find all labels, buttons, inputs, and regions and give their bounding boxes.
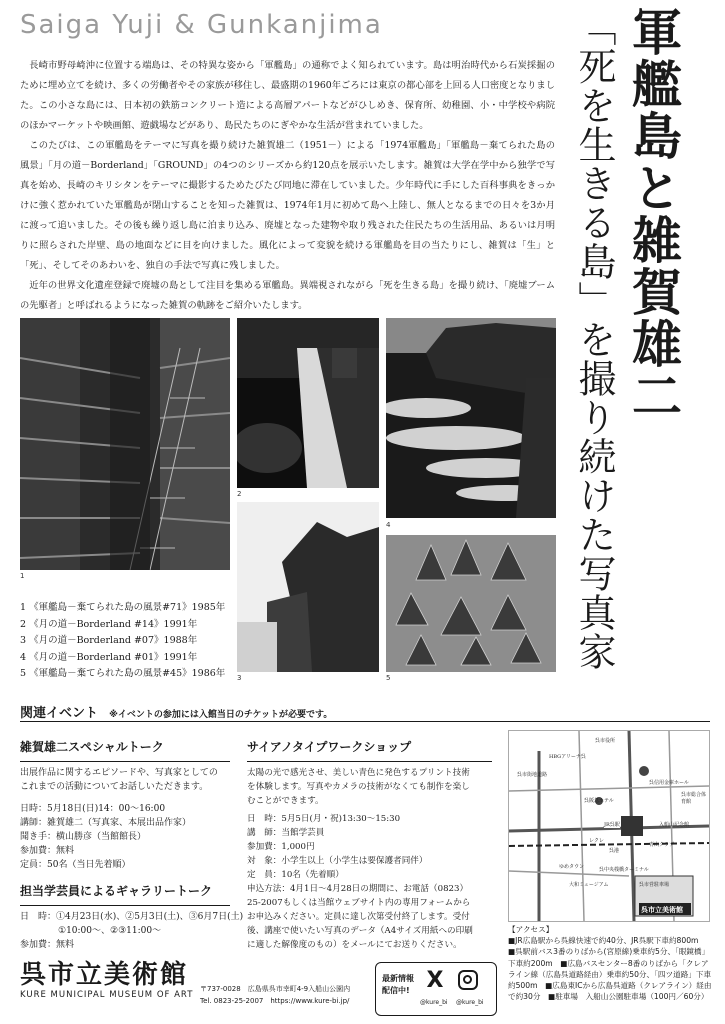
- museum-name-jp: 呉市立美術館: [20, 960, 189, 990]
- english-title: Saiga Yuji & Gunkanjima: [20, 10, 383, 40]
- caption-item: 4 《月の道－Borderland #01》1991年: [20, 651, 198, 663]
- map-label-city-hall: 呉市役所: [595, 738, 616, 744]
- x-icon[interactable]: X: [426, 968, 444, 993]
- workshop-target: 対 象：小学生以上（小学生は要保護者同伴）: [247, 856, 428, 866]
- events-heading: 関連イベント: [20, 706, 99, 721]
- subtitle-line1: 「死を生きる島」: [572, 8, 616, 320]
- divider: [20, 761, 230, 762]
- map-label-aoyama: 青山クラブ: [649, 842, 675, 848]
- access-line: ■呉駅前バス3番のりばから(宮原線)乗車約5分、「眼鏡橋」: [508, 947, 710, 957]
- access-heading: 【アクセス】: [508, 925, 554, 934]
- subtitle: [570, 8, 618, 671]
- intro-paragraph: 近年の世界文化遺産登録で廃墟の島として注目を集める軍艦島。異端視されながら「死を生きる島」を撮り続け、「廃墟ブームの先駆者」と呼ばれるようになった雑賀の軌跡をご紹介いたします。: [20, 280, 555, 311]
- map-label-station: JR呉駅: [604, 822, 620, 828]
- caption-item: 3 《月の道－Borderland #07》1988年: [20, 635, 198, 646]
- gallery-date: 日 時：①4月23日(水)、②5月3日(土)、③6月7日(土): [20, 912, 244, 922]
- workshop-fee: 参加費：1,000円: [247, 842, 315, 852]
- caption-item: 2 《月の道－Borderland #14》1991年: [20, 618, 198, 630]
- workshop-apply: 25-2007もしくは当館ウェブサイト内の専用フォームから: [247, 898, 471, 908]
- workshop-apply: 申込方法：4月1日～4月28日の期間に、お電話（0823）: [247, 884, 469, 894]
- talk-lecturer: 講師：雑賀雄二（写真家、本展出品作家）: [20, 818, 192, 828]
- instagram-icon[interactable]: [458, 970, 478, 990]
- latest-info-label: 最新情報配信中!: [382, 974, 414, 995]
- access-info: [508, 924, 713, 1002]
- access-line: 約500m ■広島東ICから広島呉道路（クレアライン）経由: [508, 981, 712, 991]
- talk-title: 雑賀雄二スペシャルトーク: [20, 740, 164, 754]
- talk-desc: これまでの活動についてお話しいただきます。: [20, 782, 209, 792]
- photo-number: 2: [237, 490, 242, 498]
- workshop-apply: お申込みください。定員に達し次第受付終了します。受付: [247, 912, 470, 922]
- map-label-hotel: 呉阪急ホテル: [584, 798, 614, 804]
- divider: [20, 905, 230, 906]
- workshop-desc: むことができます。: [247, 796, 324, 806]
- map-label-port: 呉港: [609, 848, 620, 854]
- map-label-recre: レクレ: [589, 838, 604, 844]
- talk-capacity: 定員：50名（当日先着順）: [20, 860, 131, 870]
- workshop-apply: に適した解像度のもの）をメールにてお送りください。: [247, 940, 462, 950]
- caption-item: 1 《軍艦島－棄てられた島の風景#71》1985年: [20, 602, 226, 613]
- map-label-gym: 呉市総合体育館: [681, 792, 707, 805]
- access-line: ライン線（広島呉道路経由）乗車約50分、「四ツ道路」下車: [508, 969, 712, 979]
- workshop-capacity: 定 員：10名（先着順）: [247, 870, 344, 880]
- address: 〒737-0028 広島県呉市幸町4-9入船山公園内: [200, 985, 351, 993]
- caption-item: 5 《軍艦島－棄てられた島の風景#45》1986年: [20, 668, 226, 679]
- gallery-title: 担当学芸員によるギャラリートーク: [20, 884, 213, 898]
- divider: [247, 761, 492, 762]
- social-box: [375, 962, 497, 1016]
- access-line: で約30分 ■駐車場 入船山公園駐車場（100円／60分）: [508, 992, 709, 1002]
- divider: [20, 721, 710, 722]
- gallery-talk: [20, 882, 244, 952]
- map-museum-label: 呉市立美術館: [641, 905, 683, 914]
- instagram-handle: @kure_bi: [456, 999, 484, 1006]
- map-label-parking: 呉市営駐車場: [639, 882, 670, 888]
- photo-1-apartments: [20, 318, 230, 570]
- map-label-youme: ゆめタウン: [559, 864, 585, 870]
- workshop-apply: 後、講座で使いたい写真のデータ（A4サイズ用紙への印刷: [247, 926, 473, 936]
- main-title: 軍艦島と雑賀雄二: [624, 6, 683, 422]
- museum-name-en: KURE MUNICIPAL MUSEUM OF ART: [20, 990, 194, 1000]
- talk-interviewer: 聞き手：横山勝彦（当館館長）: [20, 832, 147, 842]
- photo-2-seawall: [237, 318, 379, 488]
- map-label-terminal: 呉中央桟橋ターミナル: [599, 867, 649, 873]
- subtitle-line2: を撮り続けた写真家: [572, 320, 616, 671]
- special-talk: [20, 738, 230, 872]
- photo-number: 3: [237, 674, 242, 682]
- photo-5-ground-shells: [386, 535, 556, 672]
- workshop-date: 日 時：5月5日(月・祝)13:30～15:30: [247, 814, 401, 824]
- talk-date: 日時：5月18日(日)14：00～16:00: [20, 804, 166, 814]
- intro-paragraph: 長崎市野母崎沖に位置する端島は、その特異な姿から「軍艦島」の通称でよく知られています。島は明治時代から石炭採掘のために埋め立てを続け、多くの労働者やその家族が移住し、最盛期の1960年ごろには東京の都心部を上回る人口密度となりました。この小さな島には、日本初の鉄筋コンクリート造による高層アパートなどがひしめき、保育所、幼稚園、小・中学校や病院のほかマーケットや映画館、遊戯場などがあり、島民たちのにぎやかな生活が営まれていました。: [20, 60, 555, 131]
- intro-text: [20, 56, 555, 316]
- access-map: [508, 730, 710, 922]
- museum-logo: [20, 960, 193, 1000]
- workshop: [247, 738, 492, 952]
- photo-number: 1: [20, 572, 25, 580]
- museum-contact: [200, 983, 350, 1007]
- workshop-lecturer: 講 師：当館学芸員: [247, 828, 325, 838]
- workshop-title: サイアノタイプワークショップ: [247, 740, 412, 754]
- access-line: ■JR広島駅から呉線快速で約40分、JR呉駅下車約800m: [508, 936, 699, 946]
- workshop-desc: 太陽の光で感光させ、美しい青色に発色するプリント技術: [247, 768, 470, 778]
- map-label-arena: HBGアリーナ呉: [549, 754, 586, 760]
- photo-captions: [20, 600, 225, 683]
- map-label-yamato: 大和ミュージアム: [569, 882, 609, 888]
- photo-number: 5: [386, 674, 391, 682]
- photo-3-moonlit-wall: [237, 502, 379, 672]
- photo-4-island-waves: [386, 318, 556, 518]
- map-label-hall: 呉信用金庫ホール: [649, 780, 689, 786]
- events-header: [20, 702, 710, 721]
- gallery-time: ①10:00～、②③11:00～: [58, 926, 162, 936]
- gallery-fee: 参加費：無料: [20, 940, 75, 950]
- x-handle: @kure_bi: [420, 999, 448, 1006]
- events-note: ※イベントの参加には入館当日のチケットが必要です。: [109, 710, 333, 720]
- tel-and-url[interactable]: Tel. 0823-25-2007 https://www.kure-bi.jp/: [200, 997, 350, 1005]
- map-label-kinenkan: 入船山記念館: [659, 822, 690, 828]
- talk-fee: 参加費：無料: [20, 846, 75, 856]
- map-label-road: 呉市街地道路: [517, 772, 548, 778]
- talk-desc: 出展作品に関するエピソードや、写真家としての: [20, 768, 218, 778]
- access-line: 下車約200m ■広島バスセンター8番のりばから「クレア: [508, 958, 709, 968]
- photo-number: 4: [386, 521, 391, 529]
- intro-paragraph: このたびは、この軍艦島をテーマに写真を撮り続けた雑賀雄二（1951－）による「1974軍艦島」「軍艦島－棄てられた島の風景」「月の道－Borderland」「GROUND」の4つのシリーズから約120点を展示いたします。雑賀は大学在学中から独学で写真を始め、長崎のキリシタンをテーマに撮影するためたびたび同地に滞在していました。少年時代に手にした百科事典をきっかけに強く惹かれていた軍艦島が閉山することを知った雑賀は、1974年1月に初めて島へ上陸し、無人となるまでの日々を3か月に渡って追いました。その後も繰り返し島に泊まり込み、廃墟となった建物や取り残された住民たちの生活用品、あるいは月明りに照らされた岸壁、島の地面などに目を向けました。風化によって変貌を続ける軍艦島を目の当たりにし、雑賀は「生」と「死」、そしてそのあわいを、独自の手法で写真に残しました。: [20, 140, 555, 271]
- workshop-desc: を体験します。写真やカメラの技術がなくても制作を楽し: [247, 782, 470, 792]
